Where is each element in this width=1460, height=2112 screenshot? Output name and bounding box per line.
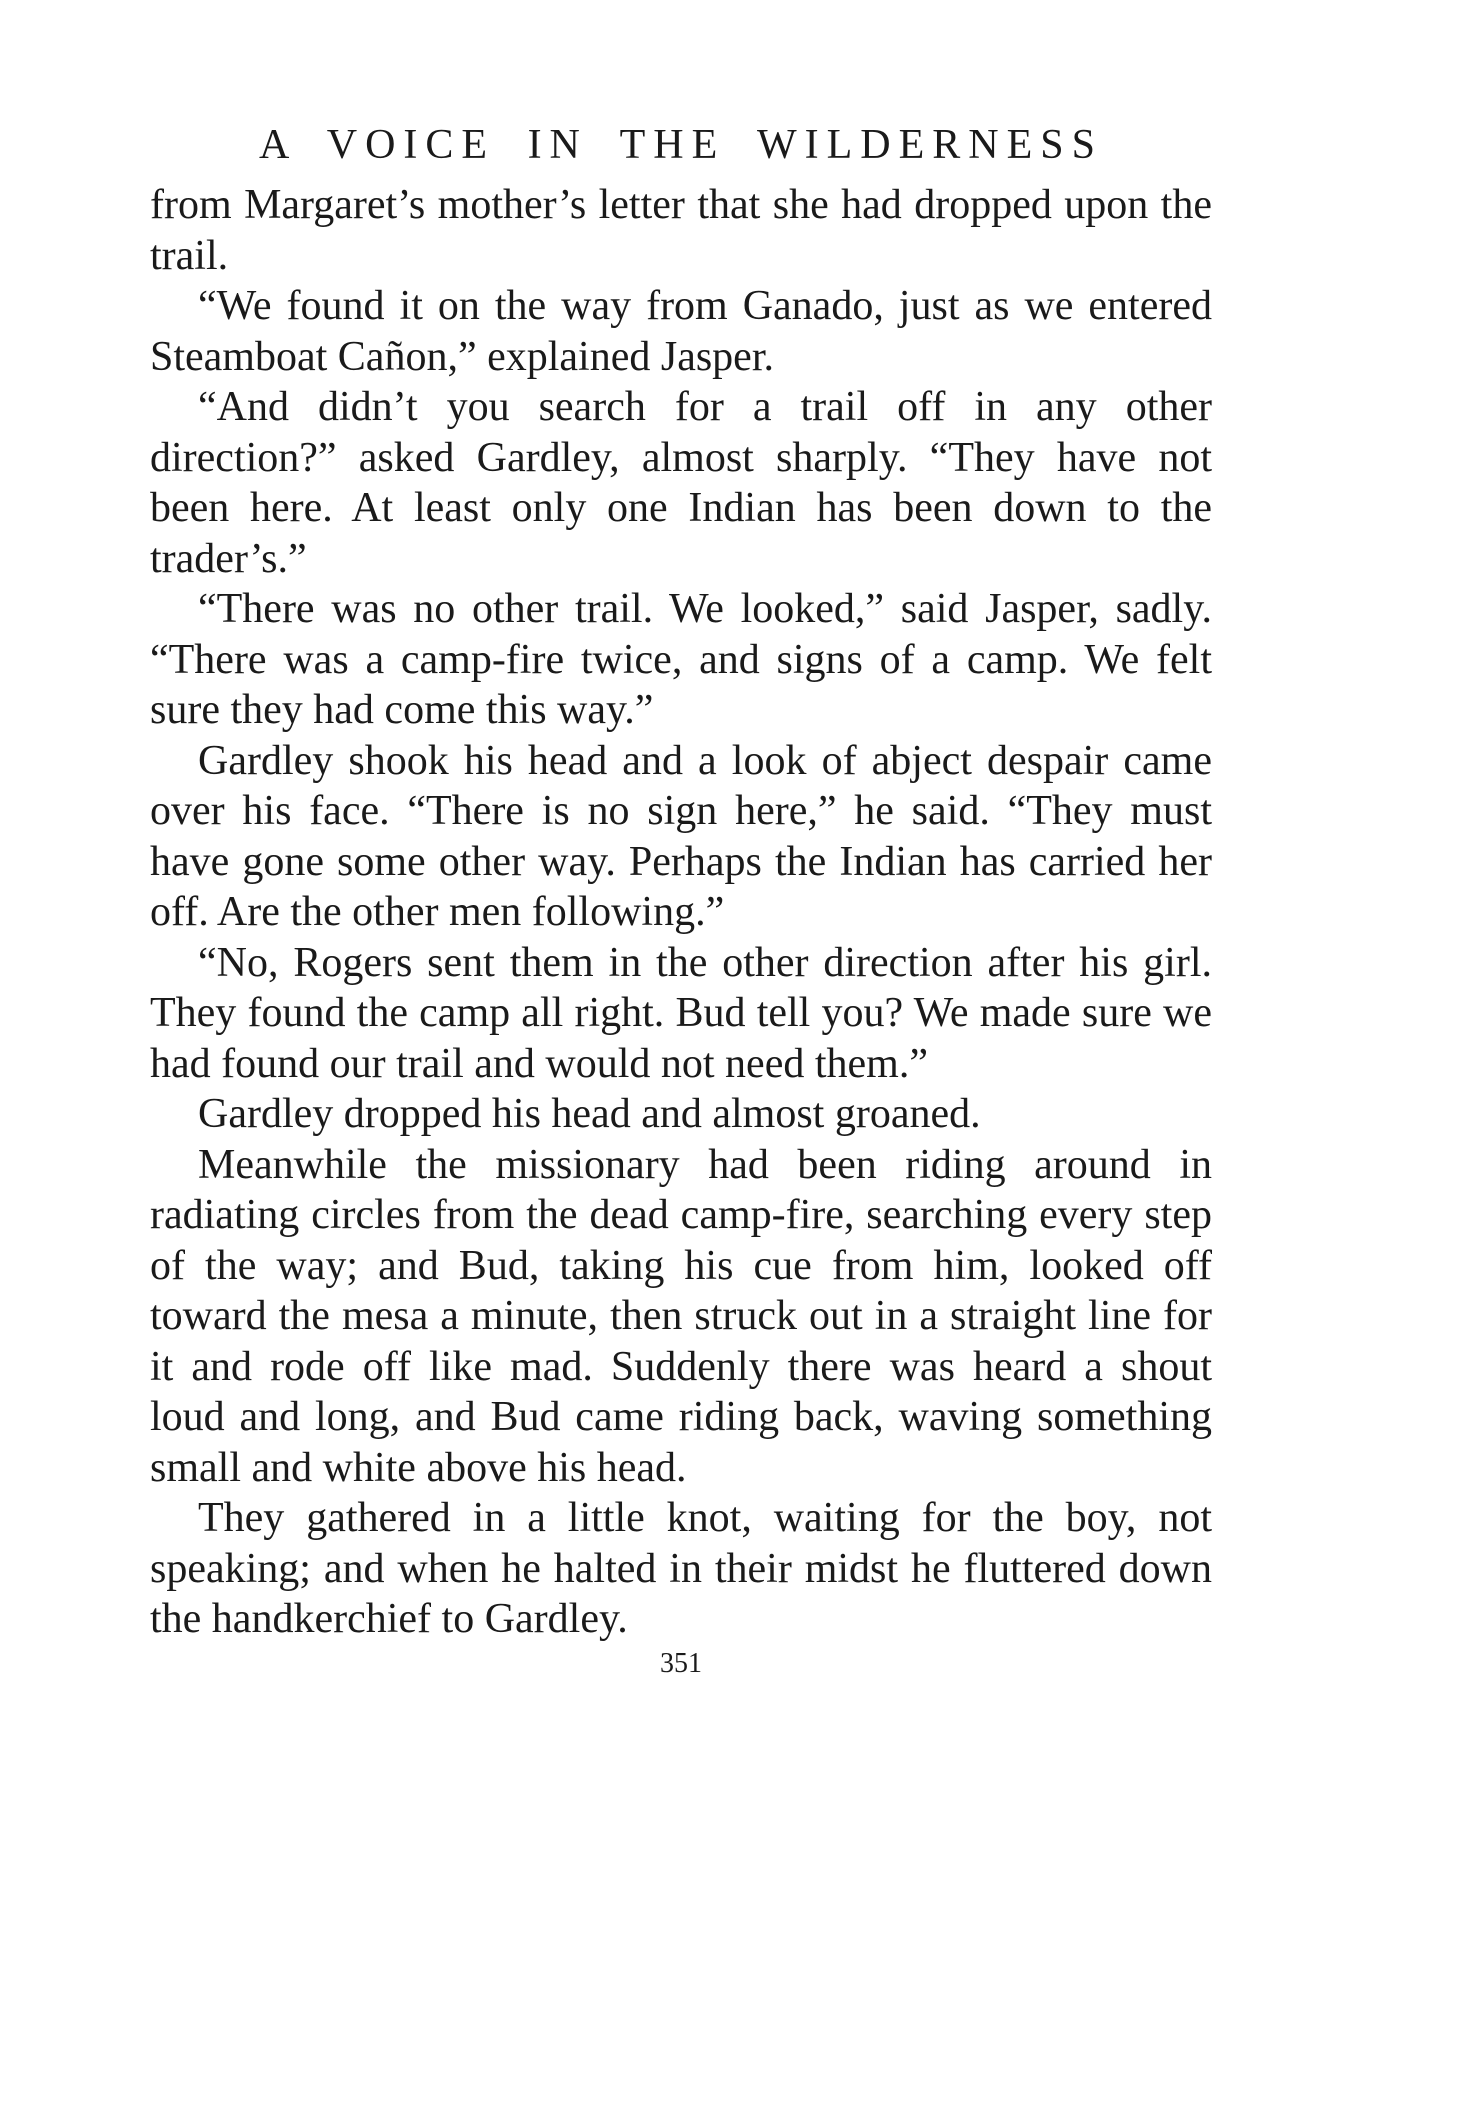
running-head: A VOICE IN THE WILDERNESS xyxy=(259,122,1103,168)
paragraph-dialogue: “No, Rogers sent them in the other direction after his girl. They found the camp all right. Bud tell you? We made sure we had found our trail and would not need them.” xyxy=(150,939,1212,1087)
paragraph-narration: Meanwhile the missionary had been riding around in radiating circles from the dead camp-fire, searching every step of the way; and Bud, taking his cue from him, looked off toward the mesa a minute, then struck out in a straight line for it and rode off like mad. Suddenly there was heard a shout loud and long, and Bud came riding back, waving something small and white above his head. xyxy=(150,1141,1212,1491)
paragraph-dialogue: “There was no other trail. We looked,” said Jasper, sadly. “There was a camp-fire twice, and signs of a camp. We felt sure they had come this way.” xyxy=(150,586,1212,733)
page-number: 351 xyxy=(660,1647,702,1679)
body-text xyxy=(150,180,1212,1645)
paragraph-narration: Gardley dropped his head and almost groaned. xyxy=(198,1091,981,1137)
book-page xyxy=(150,118,1212,1681)
paragraph-dialogue: Gardley shook his head and a look of abject despair came over his face. “There is no sign here,” he said. “They must have gone some other way. Perhaps the Indian has carried her off. Are the other men following.” xyxy=(150,737,1212,935)
paragraph-dialogue: “And didn’t you search for a trail off in any other direction?” asked Gardley, almost sharply. “They have not been here. At least only one Indian has been down to the trader’s.” xyxy=(150,384,1212,582)
paragraph-dialogue: “We found it on the way from Ganado, just as we entered Steamboat Cañon,” explained Jasper. xyxy=(150,283,1212,380)
paragraph-continuation: from Margaret’s mother’s letter that she had dropped upon the trail. xyxy=(150,182,1212,279)
paragraph-narration: They gathered in a little knot, waiting for the boy, not speaking; and when he halted in their midst he fluttered down the handkerchief to Gardley. xyxy=(150,1495,1212,1642)
